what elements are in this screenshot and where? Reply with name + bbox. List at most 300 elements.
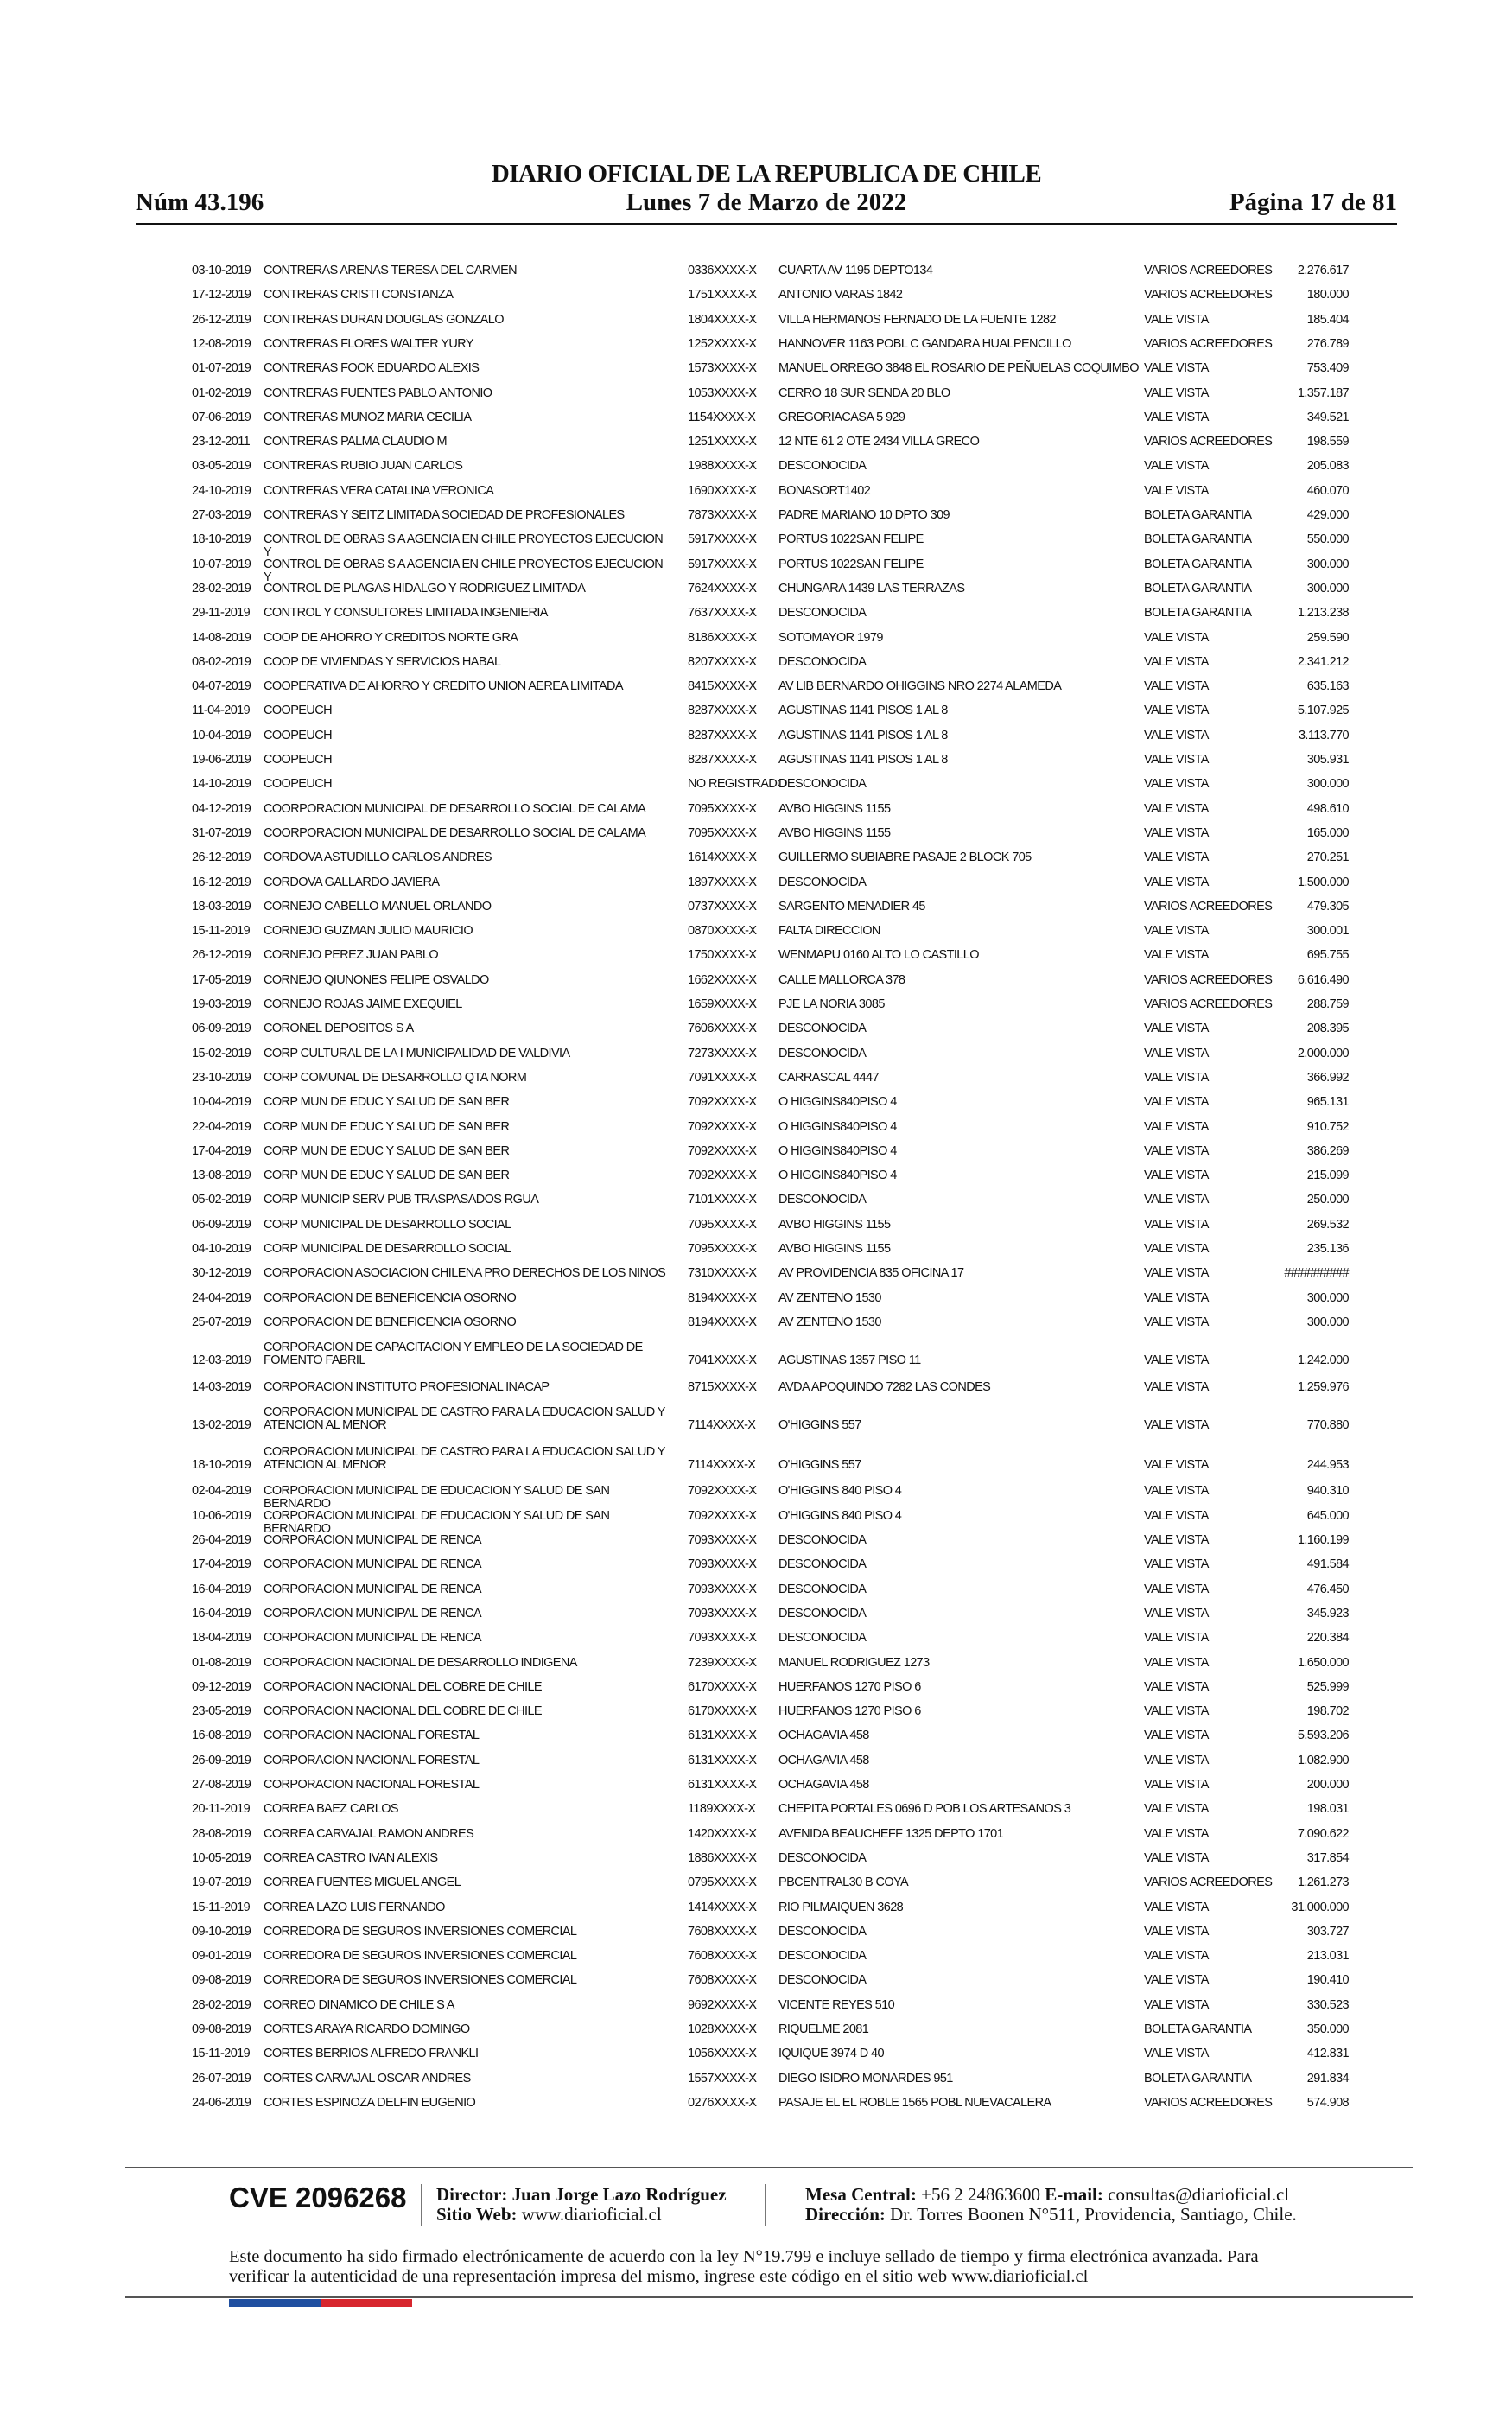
row-amount: 213.031 <box>1306 1949 1349 1964</box>
row-name: COORPORACION MUNICIPAL DE DESARROLLO SOCIAL DE CALAMA <box>264 825 646 840</box>
row-document-type: VALE VISTA <box>1144 654 1209 669</box>
row-name: COOPERATIVA DE AHORRO Y CREDITO UNION AEREA LIMITADA <box>264 679 623 694</box>
row-address: GUILLERMO SUBIABRE PASAJE 2 BLOCK 705 <box>778 850 1032 865</box>
row-amount: 220.384 <box>1306 1631 1349 1646</box>
row-amount: 770.880 <box>1306 1417 1349 1432</box>
row-rut: 1056XXXX-X <box>688 2047 757 2061</box>
row-document-type: BOLETA GARANTIA <box>1144 532 1252 547</box>
row-rut: 1614XXXX-X <box>688 850 757 865</box>
row-rut: 8715XXXX-X <box>688 1379 757 1394</box>
table-row <box>0 1876 1512 1889</box>
row-rut: 7239XXXX-X <box>688 1655 757 1670</box>
row-date: 26-12-2019 <box>192 312 251 327</box>
row-amount: 300.000 <box>1306 1315 1349 1329</box>
table-row <box>0 949 1512 962</box>
row-name: CORNEJO QIUNONES FELIPE OSVALDO <box>264 972 489 987</box>
table-row <box>0 1048 1512 1060</box>
row-date: 02-04-2019 <box>192 1484 251 1499</box>
row-address: O'HIGGINS 557 <box>778 1458 861 1473</box>
row-address: O HIGGINS840PISO 4 <box>778 1169 897 1183</box>
row-rut: 6131XXXX-X <box>688 1729 757 1743</box>
page-header <box>136 160 1397 220</box>
row-rut: 7608XXXX-X <box>688 1924 757 1939</box>
row-address: OCHAGAVIA 458 <box>778 1778 869 1792</box>
footer-divider-bottom <box>125 2296 1413 2298</box>
table-row <box>0 704 1512 717</box>
row-address: DESCONOCIDA <box>778 1582 867 1596</box>
row-date: 17-04-2019 <box>192 1557 251 1572</box>
row-document-type: VALE VISTA <box>1144 801 1209 816</box>
row-document-type: BOLETA GARANTIA <box>1144 557 1252 571</box>
table-row <box>0 338 1512 351</box>
row-rut: 7608XXXX-X <box>688 1949 757 1964</box>
row-rut: 7095XXXX-X <box>688 1217 757 1232</box>
row-document-type: VALE VISTA <box>1144 1704 1209 1719</box>
row-document-type: VALE VISTA <box>1144 1826 1209 1841</box>
row-address: DESCONOCIDA <box>778 1022 867 1036</box>
table-row <box>0 1926 1512 1939</box>
row-address: PADRE MARIANO 10 DPTO 309 <box>778 508 950 522</box>
row-address: FALTA DIRECCION <box>778 924 880 939</box>
newspaper-title: DIARIO OFICIAL DE LA REPUBLICA DE CHILE <box>491 160 1042 188</box>
row-amount: 1.160.199 <box>1297 1533 1349 1547</box>
row-date: 04-10-2019 <box>192 1242 251 1256</box>
row-amount: 635.163 <box>1306 679 1349 694</box>
row-amount: 300.000 <box>1306 1290 1349 1305</box>
table-row <box>0 876 1512 889</box>
row-amount: 2.000.000 <box>1297 1046 1349 1060</box>
row-address: IQUIQUE 3974 D 40 <box>778 2047 884 2061</box>
row-date: 10-05-2019 <box>192 1850 251 1865</box>
row-rut: 1750XXXX-X <box>688 948 757 963</box>
row-rut: 7608XXXX-X <box>688 1973 757 1988</box>
row-rut: 7093XXXX-X <box>688 1606 757 1621</box>
row-rut: 6131XXXX-X <box>688 1753 757 1767</box>
row-date: 27-08-2019 <box>192 1778 251 1792</box>
row-address: SARGENTO MENADIER 45 <box>778 899 925 914</box>
row-date: 26-07-2019 <box>192 2071 251 2086</box>
row-address: AVBO HIGGINS 1155 <box>778 1217 891 1232</box>
row-name: CORREA BAEZ CARLOS <box>264 1802 398 1817</box>
row-date: 24-06-2019 <box>192 2095 251 2110</box>
row-document-type: BOLETA GARANTIA <box>1144 581 1252 595</box>
row-address: DIEGO ISIDRO MONARDES 951 <box>778 2071 953 2086</box>
row-rut: 7092XXXX-X <box>688 1143 757 1158</box>
row-date: 30-12-2019 <box>192 1266 251 1281</box>
row-name: CONTROL DE OBRAS S A AGENCIA EN CHILE PROYECTOS EJECUCION Y <box>264 532 664 560</box>
table-row <box>0 1445 1512 1473</box>
row-date: 26-09-2019 <box>192 1753 251 1767</box>
row-address: O'HIGGINS 557 <box>778 1417 861 1432</box>
row-date: 12-03-2019 <box>192 1353 251 1368</box>
row-name: CORTES ESPINOZA DELFIN EUGENIO <box>264 2095 476 2110</box>
row-address: DESCONOCIDA <box>778 1606 867 1621</box>
row-rut: 7273XXXX-X <box>688 1046 757 1060</box>
row-document-type: VARIOS ACREEDORES <box>1144 336 1273 351</box>
row-name: CORREA CARVAJAL RAMON ANDRES <box>264 1826 474 1841</box>
row-address: DESCONOCIDA <box>778 1850 867 1865</box>
row-name: CORP CULTURAL DE LA I MUNICIPALIDAD DE VALDIVIA <box>264 1046 570 1060</box>
row-name: CORREA CASTRO IVAN ALEXIS <box>264 1850 438 1865</box>
row-rut: 7092XXXX-X <box>688 1169 757 1183</box>
header-divider <box>136 223 1397 225</box>
row-address: DESCONOCIDA <box>778 1949 867 1964</box>
row-name: CORP MUNICIP SERV PUB TRASPASADOS RGUA <box>264 1193 539 1207</box>
row-date: 28-02-2019 <box>192 581 251 595</box>
row-document-type: VALE VISTA <box>1144 1949 1209 1964</box>
row-name: CONTRERAS FLORES WALTER YURY <box>264 336 473 351</box>
row-address: AVBO HIGGINS 1155 <box>778 825 891 840</box>
row-name: CORPORACION NACIONAL FORESTAL <box>264 1753 480 1767</box>
row-amount: 550.000 <box>1306 532 1349 547</box>
row-name: CORTES BERRIOS ALFREDO FRANKLI <box>264 2047 479 2061</box>
row-document-type: VALE VISTA <box>1144 385 1209 400</box>
row-rut: 1988XXXX-X <box>688 459 757 474</box>
row-date: 23-05-2019 <box>192 1704 251 1719</box>
row-document-type: VALE VISTA <box>1144 312 1209 327</box>
row-date: 10-04-2019 <box>192 1095 251 1110</box>
row-address: CALLE MALLORCA 378 <box>778 972 905 987</box>
row-address: AVBO HIGGINS 1155 <box>778 1242 891 1256</box>
row-date: 10-07-2019 <box>192 557 251 571</box>
table-row <box>0 2097 1512 2110</box>
table-row <box>0 485 1512 498</box>
row-document-type: VARIOS ACREEDORES <box>1144 972 1273 987</box>
row-document-type: VALE VISTA <box>1144 1417 1209 1432</box>
row-date: 24-04-2019 <box>192 1290 251 1305</box>
row-name: CORPORACION NACIONAL FORESTAL <box>264 1778 480 1792</box>
row-rut: 7091XXXX-X <box>688 1070 757 1085</box>
row-name: CONTRERAS FUENTES PABLO ANTONIO <box>264 385 492 400</box>
row-date: 14-08-2019 <box>192 630 251 645</box>
row-document-type: VALE VISTA <box>1144 1582 1209 1596</box>
row-address: AV ZENTENO 1530 <box>778 1315 881 1329</box>
row-date: 16-04-2019 <box>192 1606 251 1621</box>
row-rut: 8287XXXX-X <box>688 753 757 767</box>
row-date: 01-07-2019 <box>192 361 251 376</box>
table-row <box>0 557 1512 584</box>
mesa-phone: +56 2 24863600 <box>921 2184 1040 2205</box>
row-address: DESCONOCIDA <box>778 1557 867 1572</box>
table-row <box>0 1316 1512 1329</box>
row-document-type: VALE VISTA <box>1144 1924 1209 1939</box>
table-row <box>0 1404 1512 1432</box>
table-row <box>0 289 1512 302</box>
director-name: Juan Jorge Lazo Rodríguez <box>511 2184 727 2205</box>
row-name: CORTES CARVAJAL OSCAR ANDRES <box>264 2071 471 2086</box>
row-document-type: VALE VISTA <box>1144 1266 1209 1281</box>
row-address: DESCONOCIDA <box>778 606 867 621</box>
row-rut: 7093XXXX-X <box>688 1582 757 1596</box>
row-rut: 7092XXXX-X <box>688 1095 757 1110</box>
row-amount: 2.341.212 <box>1297 654 1349 669</box>
row-amount: 940.310 <box>1306 1484 1349 1499</box>
row-date: 08-02-2019 <box>192 654 251 669</box>
row-amount: 476.450 <box>1306 1582 1349 1596</box>
row-name: CONTROL DE OBRAS S A AGENCIA EN CHILE PROYECTOS EJECUCION Y <box>264 557 664 584</box>
table-row <box>0 1828 1512 1841</box>
row-amount: 300.000 <box>1306 777 1349 792</box>
row-date: 23-12-2011 <box>192 435 251 449</box>
table-row <box>0 974 1512 987</box>
row-address: O HIGGINS840PISO 4 <box>778 1095 897 1110</box>
row-amount: 250.000 <box>1306 1193 1349 1207</box>
row-document-type: VALE VISTA <box>1144 948 1209 963</box>
row-amount: 412.831 <box>1306 2047 1349 2061</box>
address-label: Dirección: <box>805 2204 886 2225</box>
table-row <box>0 754 1512 767</box>
row-name: CORP MUNICIPAL DE DESARROLLO SOCIAL <box>264 1242 511 1256</box>
row-amount: 215.099 <box>1306 1169 1349 1183</box>
row-rut: 8186XXXX-X <box>688 630 757 645</box>
row-amount: 7.090.622 <box>1297 1826 1349 1841</box>
row-document-type: VALE VISTA <box>1144 2047 1209 2061</box>
row-address: DESCONOCIDA <box>778 1533 867 1547</box>
row-date: 28-08-2019 <box>192 1826 251 1841</box>
table-row <box>0 411 1512 424</box>
row-rut: 7095XXXX-X <box>688 825 757 840</box>
row-date: 13-02-2019 <box>192 1417 251 1432</box>
row-amount: 300.000 <box>1306 581 1349 595</box>
row-rut: 1897XXXX-X <box>688 875 757 889</box>
row-document-type: VALE VISTA <box>1144 1119 1209 1134</box>
row-date: 17-04-2019 <box>192 1143 251 1158</box>
row-amount: 276.789 <box>1306 336 1349 351</box>
table-row <box>0 1803 1512 1816</box>
row-name: CORNEJO ROJAS JAIME EXEQUIEL <box>264 997 462 1011</box>
row-address: O HIGGINS840PISO 4 <box>778 1119 897 1134</box>
row-rut: 8287XXXX-X <box>688 728 757 742</box>
row-name: CONTRERAS Y SEITZ LIMITADA SOCIEDAD DE PROFESIONALES <box>264 508 625 522</box>
row-address: O'HIGGINS 840 PISO 4 <box>778 1508 902 1523</box>
row-name: COOPEUCH <box>264 777 332 792</box>
row-name: CORNEJO PEREZ JUAN PABLO <box>264 948 439 963</box>
issue-date: Lunes 7 de Marzo de 2022 <box>626 188 907 216</box>
row-date: 15-02-2019 <box>192 1046 251 1060</box>
row-date: 24-10-2019 <box>192 483 251 498</box>
row-name: CORREDORA DE SEGUROS INVERSIONES COMERCIAL <box>264 1973 577 1988</box>
table-row <box>0 1292 1512 1305</box>
row-rut: 1573XXXX-X <box>688 361 757 376</box>
row-date: 19-03-2019 <box>192 997 251 1011</box>
row-document-type: VALE VISTA <box>1144 679 1209 694</box>
row-date: 14-10-2019 <box>192 777 251 792</box>
table-row <box>0 851 1512 864</box>
mesa-label: Mesa Central: <box>805 2184 917 2205</box>
row-date: 26-12-2019 <box>192 948 251 963</box>
row-document-type: VALE VISTA <box>1144 1315 1209 1329</box>
table-row <box>0 827 1512 840</box>
row-name: CONTRERAS VERA CATALINA VERONICA <box>264 483 494 498</box>
row-date: 06-09-2019 <box>192 1022 251 1036</box>
table-row <box>0 632 1512 645</box>
table-row <box>0 1508 1512 1536</box>
row-address: HUERFANOS 1270 PISO 6 <box>778 1704 921 1719</box>
row-name: COOPEUCH <box>264 728 332 742</box>
row-document-type: BOLETA GARANTIA <box>1144 2071 1252 2086</box>
row-address: AVDA APOQUINDO 7282 LAS CONDES <box>778 1379 991 1394</box>
row-amount: 330.523 <box>1306 1997 1349 2012</box>
row-date: 11-04-2019 <box>192 704 251 718</box>
row-amount: 429.000 <box>1306 508 1349 522</box>
row-document-type: VALE VISTA <box>1144 1143 1209 1158</box>
row-rut: 1886XXXX-X <box>688 1850 757 1865</box>
row-date: 27-03-2019 <box>192 508 251 522</box>
row-document-type: VALE VISTA <box>1144 1193 1209 1207</box>
row-name: CORP MUN DE EDUC Y SALUD DE SAN BER <box>264 1095 510 1110</box>
row-address: SOTOMAYOR 1979 <box>778 630 883 645</box>
row-name: CONTRERAS ARENAS TERESA DEL CARMEN <box>264 264 518 277</box>
row-date: 16-12-2019 <box>192 875 251 889</box>
row-name: CORPORACION DE CAPACITACION Y EMPLEO DE LA SOCIEDAD DE FOMENTO FABRIL <box>264 1341 643 1368</box>
row-name: CORPORACION MUNICIPAL DE EDUCACION Y SALUD DE SAN BERNARDO <box>264 1508 610 1536</box>
row-document-type: VALE VISTA <box>1144 1753 1209 1767</box>
table-row <box>0 1267 1512 1280</box>
row-address: DESCONOCIDA <box>778 1193 867 1207</box>
row-date: 18-10-2019 <box>192 532 251 547</box>
table-row <box>0 1974 1512 1987</box>
table-row <box>0 1194 1512 1207</box>
row-rut: 1662XXXX-X <box>688 972 757 987</box>
row-document-type: VALE VISTA <box>1144 1379 1209 1394</box>
row-document-type: VALE VISTA <box>1144 1290 1209 1305</box>
row-date: 15-11-2019 <box>192 2047 251 2061</box>
issue-number: Núm 43.196 <box>136 188 264 216</box>
table-row <box>0 509 1512 522</box>
table-row <box>0 656 1512 669</box>
row-amount: 180.000 <box>1306 288 1349 302</box>
row-name: CORNEJO GUZMAN JULIO MAURICIO <box>264 924 473 939</box>
row-name: CORREO DINAMICO DE CHILE S A <box>264 1997 454 2012</box>
row-document-type: BOLETA GARANTIA <box>1144 606 1252 621</box>
row-name: CORREDORA DE SEGUROS INVERSIONES COMERCIAL <box>264 1949 577 1964</box>
row-rut: 7092XXXX-X <box>688 1119 757 1134</box>
row-amount: 288.759 <box>1306 997 1349 1011</box>
site-link[interactable]: www.diarioficial.cl <box>521 2204 662 2225</box>
table-row <box>0 362 1512 375</box>
row-address: DESCONOCIDA <box>778 1924 867 1939</box>
row-date: 03-10-2019 <box>192 264 251 277</box>
row-document-type: VALE VISTA <box>1144 753 1209 767</box>
row-address: PASAJE EL EL ROBLE 1565 POBL NUEVACALERA <box>778 2095 1051 2110</box>
row-rut: 7092XXXX-X <box>688 1508 757 1523</box>
row-name: COOP DE VIVIENDAS Y SERVICIOS HABAL <box>264 654 501 669</box>
row-rut: 6170XXXX-X <box>688 1704 757 1719</box>
table-row <box>0 1681 1512 1694</box>
row-amount: 491.584 <box>1306 1557 1349 1572</box>
table-row <box>0 1779 1512 1792</box>
row-name: CORPORACION MUNICIPAL DE CASTRO PARA LA EDUCACION SALUD Y ATENCION AL MENOR <box>264 1445 665 1473</box>
table-row <box>0 1608 1512 1621</box>
row-document-type: VALE VISTA <box>1144 1997 1209 2012</box>
row-name: COOP DE AHORRO Y CREDITOS NORTE GRA <box>264 630 518 645</box>
table-row <box>0 607 1512 620</box>
row-amount: 198.559 <box>1306 435 1349 449</box>
row-date: 10-04-2019 <box>192 728 251 742</box>
row-date: 04-12-2019 <box>192 801 251 816</box>
row-document-type: VALE VISTA <box>1144 483 1209 498</box>
row-amount: 244.953 <box>1306 1458 1349 1473</box>
row-name: CORPORACION NACIONAL DEL COBRE DE CHILE <box>264 1679 542 1694</box>
row-amount: 317.854 <box>1306 1850 1349 1865</box>
row-amount: 198.702 <box>1306 1704 1349 1719</box>
table-row <box>0 1705 1512 1718</box>
row-rut: 7114XXXX-X <box>688 1417 756 1432</box>
row-rut: 5917XXXX-X <box>688 557 757 571</box>
table-row <box>0 1632 1512 1645</box>
row-amount: 460.070 <box>1306 483 1349 498</box>
row-rut: 7101XXXX-X <box>688 1193 757 1207</box>
row-document-type: VALE VISTA <box>1144 1046 1209 1060</box>
row-date: 07-06-2019 <box>192 410 251 424</box>
row-date: 09-08-2019 <box>192 1973 251 1988</box>
row-amount: 1.261.273 <box>1297 1876 1349 1890</box>
row-address: HUERFANOS 1270 PISO 6 <box>778 1679 921 1694</box>
row-name: CORTES ARAYA RICARDO DOMINGO <box>264 2022 470 2036</box>
row-amount: 479.305 <box>1306 899 1349 914</box>
row-name: CORP COMUNAL DE DESARROLLO QTA NORM <box>264 1070 527 1085</box>
row-date: 19-06-2019 <box>192 753 251 767</box>
row-address: HANNOVER 1163 POBL C GANDARA HUALPENCILLO <box>778 336 1071 351</box>
row-amount: 5.107.925 <box>1297 704 1349 718</box>
row-rut: 7637XXXX-X <box>688 606 757 621</box>
row-document-type: VALE VISTA <box>1144 1484 1209 1499</box>
cve-code: CVE 2096268 <box>229 2181 407 2213</box>
row-amount: ########## <box>1284 1266 1349 1281</box>
table-row <box>0 2023 1512 2036</box>
row-name: CORPORACION MUNICIPAL DE RENCA <box>264 1631 481 1646</box>
table-row <box>0 1901 1512 1914</box>
row-name: CORPORACION NACIONAL DEL COBRE DE CHILE <box>264 1704 542 1719</box>
row-date: 09-08-2019 <box>192 2022 251 2036</box>
row-rut: 1028XXXX-X <box>688 2022 757 2036</box>
table-row <box>0 1219 1512 1232</box>
row-document-type: VARIOS ACREEDORES <box>1144 1876 1273 1890</box>
row-amount: 1.213.238 <box>1297 606 1349 621</box>
row-date: 12-08-2019 <box>192 336 251 351</box>
row-rut: NO REGISTRADO <box>688 777 786 792</box>
row-amount: 291.834 <box>1306 2071 1349 2086</box>
row-name: CORP MUN DE EDUC Y SALUD DE SAN BER <box>264 1169 510 1183</box>
row-address: AGUSTINAS 1141 PISOS 1 AL 8 <box>778 728 948 742</box>
row-rut: 7873XXXX-X <box>688 508 757 522</box>
row-address: AV PROVIDENCIA 835 OFICINA 17 <box>778 1266 964 1281</box>
row-name: CORREDORA DE SEGUROS INVERSIONES COMERCIAL <box>264 1924 577 1939</box>
director-block <box>436 2185 727 2225</box>
table-row <box>0 314 1512 327</box>
email-link[interactable]: consultas@diarioficial.cl <box>1108 2184 1290 2205</box>
row-document-type: VARIOS ACREEDORES <box>1144 2095 1273 2110</box>
row-rut: 7041XXXX-X <box>688 1353 757 1368</box>
row-document-type: VALE VISTA <box>1144 1533 1209 1547</box>
row-name: COORPORACION MUNICIPAL DE DESARROLLO SOCIAL DE CALAMA <box>264 801 646 816</box>
row-name: CORPORACION ASOCIACION CHILENA PRO DERECHOS DE LOS NINOS <box>264 1266 666 1281</box>
row-date: 22-04-2019 <box>192 1119 251 1134</box>
table-row <box>0 460 1512 473</box>
table-row <box>0 1950 1512 1963</box>
row-address: O'HIGGINS 840 PISO 4 <box>778 1484 902 1499</box>
row-date: 29-11-2019 <box>192 606 251 621</box>
email-label: E-mail: <box>1045 2184 1103 2205</box>
row-address: PJE LA NORIA 3085 <box>778 997 885 1011</box>
table-row <box>0 1121 1512 1134</box>
table-row <box>0 1729 1512 1742</box>
row-name: CONTRERAS DURAN DOUGLAS GONZALO <box>264 312 504 327</box>
table-row <box>0 729 1512 742</box>
row-name: CORPORACION INSTITUTO PROFESIONAL INACAP <box>264 1379 550 1394</box>
row-document-type: VALE VISTA <box>1144 1242 1209 1256</box>
row-address: PORTUS 1022SAN FELIPE <box>778 557 924 571</box>
